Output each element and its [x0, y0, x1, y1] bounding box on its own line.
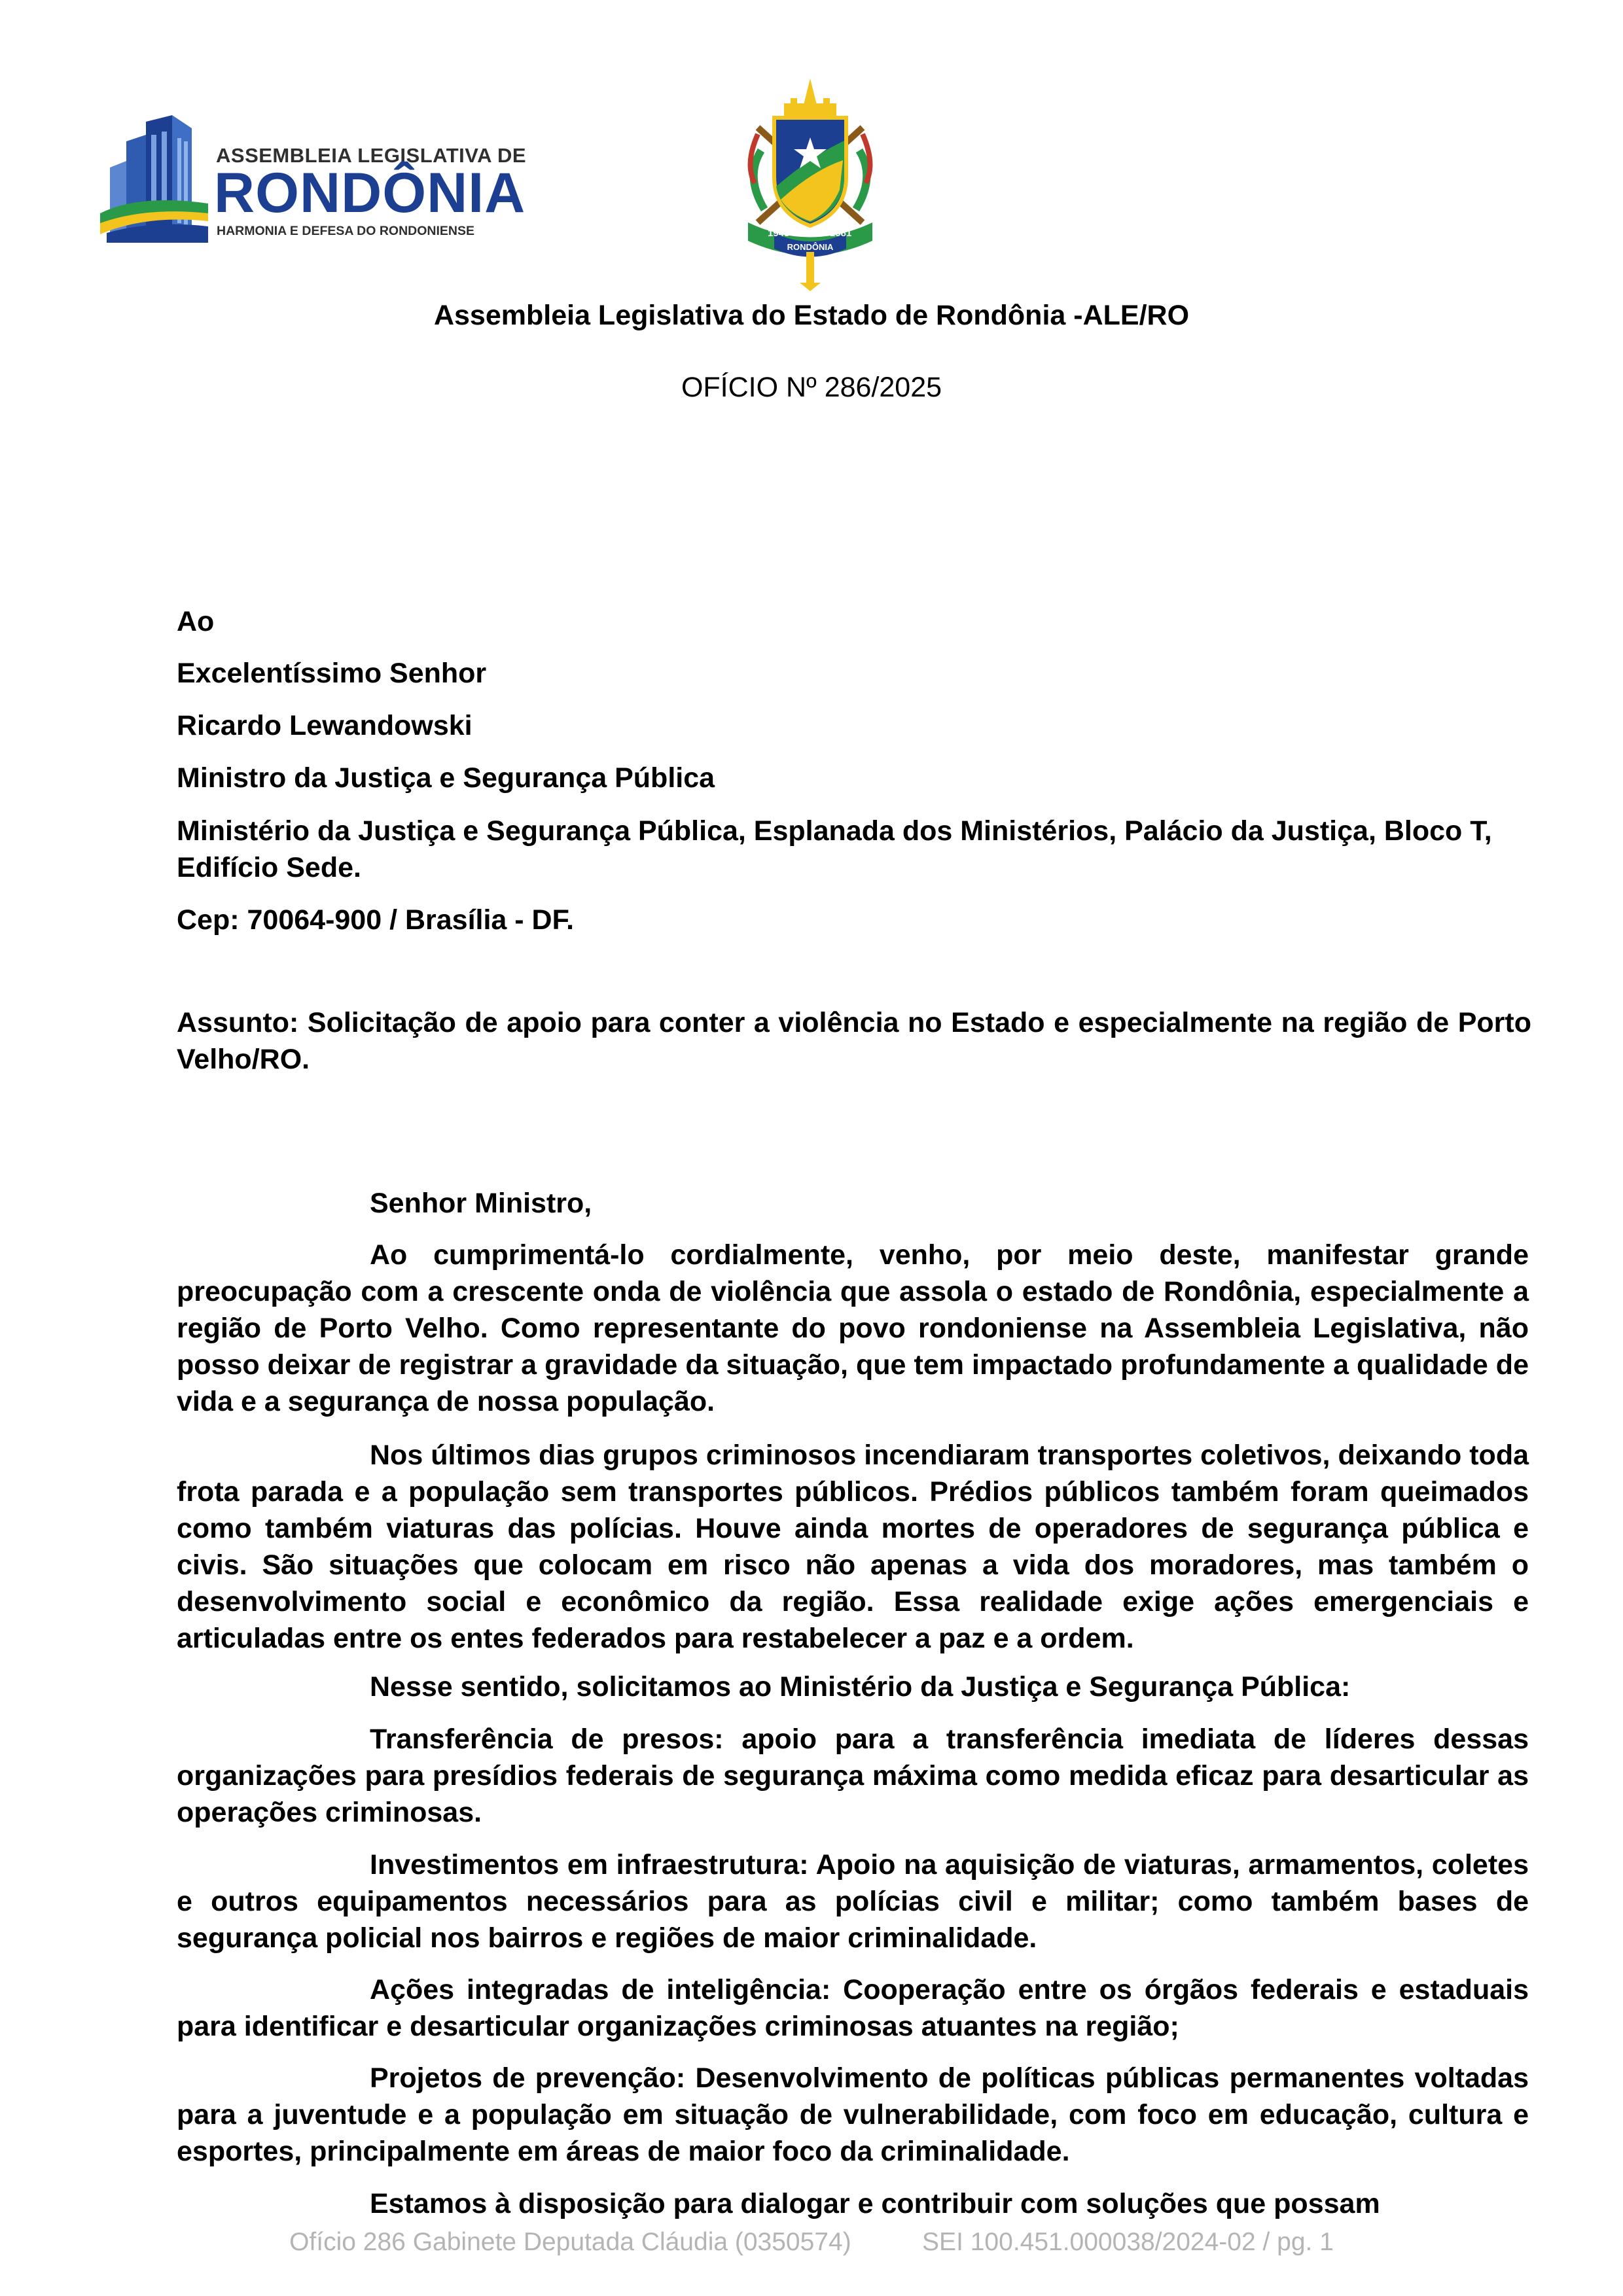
ale-logo-line3: HARMONIA E DEFESA DO RONDONIENSE [217, 224, 474, 238]
rondonia-coat-of-arms-icon [732, 79, 889, 291]
ale-logo [100, 115, 527, 246]
salutation: Senhor Ministro, [370, 1188, 592, 1219]
footer-right: SEI 100.451.000038/2024-02 / pg. 1 [922, 2228, 1334, 2256]
addressee-address: Ministério da Justiça e Segurança Pública, Esplanada dos Ministérios, Palácio da Justiça, Bloco T, Edifício Sede. [177, 815, 1492, 883]
body-paragraph: Transferência de presos: apoio para a transferência imediata de líderes dessas organizações para presídios federais de segurança máxima como medida eficaz para desarticular as operações criminosas. [177, 1723, 1529, 1828]
body-paragraph: Nesse sentido, solicitamos ao Ministério da Justiça e Segurança Pública: [370, 1671, 1351, 1703]
body-paragraph: Ações integradas de inteligência: Cooperação entre os órgãos federais e estaduais para identificar e desarticular organizações criminosas atuantes na região; [177, 1974, 1529, 2042]
body-paragraph: Investimentos em infraestrutura: Apoio na aquisição de viaturas, armamentos, coletes e outros equipamentos necessários para as polícias civil e militar; como também bases de segurança policial nos bairros e regiões de maior criminalidade. [177, 1849, 1529, 1954]
ale-building-icon [100, 115, 211, 246]
body-paragraph: Projetos de prevenção: Desenvolvimento de políticas públicas permanentes voltadas para a juventude e a população em situação de vulnerabilidade, com foco em educação, cultura e esportes, principalmente em áreas de maior foco da criminalidade. [177, 2062, 1529, 2167]
body-paragraph: Estamos à disposição para dialogar e contribuir com soluções que possam [370, 2188, 1380, 2219]
addressee-name: Ricardo Lewandowski [177, 710, 473, 741]
institution-title: Assembleia Legislativa do Estado de Rondônia -ALE/RO [433, 300, 1190, 331]
coat-year-left: 1943 [768, 228, 790, 239]
document-number: OFÍCIO Nº 286/2025 [681, 372, 942, 403]
body-paragraph: Ao cumprimentá-lo cordialmente, venho, por meio deste, manifestar grande preocupação com a crescente onda de violência que assola o estado de Rondônia, especialmente a região de Porto Velho. Como representante do povo rondoniense na Assembleia Legislativa, não posso deixar de registrar a gravidade da situação, que tem impactado profundamente a qualidade de vida e a segurança de nossa população. [177, 1239, 1529, 1417]
addressee-role: Ministro da Justiça e Segurança Pública [177, 762, 715, 794]
coat-year-right: 1981 [830, 228, 852, 239]
ale-logo-line1: ASSEMBLEIA LEGISLATIVA DE [216, 144, 527, 167]
page-footer [0, 2228, 1623, 2257]
ale-logo-line2: RONDÔNIA [214, 162, 526, 224]
coat-banner: RONDÔNIA [787, 242, 834, 252]
body-paragraph: Nos últimos dias grupos criminosos incendiaram transportes coletivos, deixando toda frota parada e a população sem transportes públicos. Prédios públicos também foram queimados como também viaturas das polícias. Houve ainda mortes de operadores de segurança pública e civis. São situações que colocam em risco não apenas a vida dos moradores, mas também o desenvolvimento social e econômico da região. Essa realidade exige ações emergenciais e articuladas entre os entes federados para restabelecer a paz e a ordem. [177, 1439, 1529, 1654]
addressee-ao: Ao [177, 606, 215, 637]
subject: Assunto: Solicitação de apoio para conter a violência no Estado e especialmente na região de Porto Velho/RO. [177, 1007, 1531, 1075]
footer-left: Ofício 286 Gabinete Deputada Cláudia (0350574) [289, 2228, 851, 2256]
addressee-cep: Cep: 70064-900 / Brasília - DF. [177, 904, 575, 936]
addressee-treatment: Excelentíssimo Senhor [177, 658, 487, 689]
